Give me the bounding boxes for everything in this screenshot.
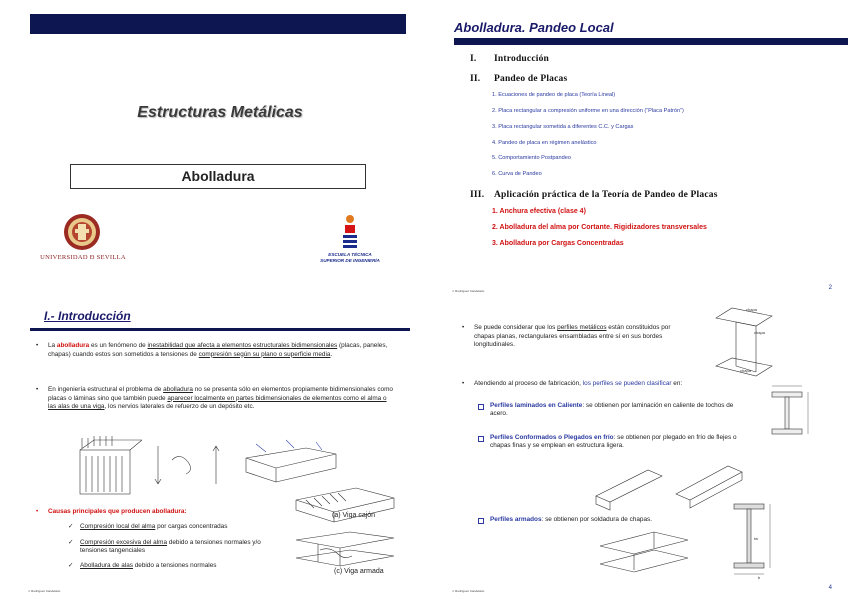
text: : se obtienen por plegado en frío de flejes o chapas finas y se emplean en estructura ligera.: [490, 434, 737, 450]
square-bullet-icon: [478, 404, 484, 410]
slide-1: [0, 0, 424, 299]
bullet-icon: •: [36, 342, 39, 349]
beam-diagram: [236, 438, 346, 486]
text: tensiones normales y/o tensiones tangenciales: [80, 539, 261, 554]
box-girder-diagram: [290, 484, 400, 528]
text: , los nervios laterales de refuerzo de un depósito etc.: [104, 403, 255, 411]
check-icon: ✓: [68, 539, 74, 546]
slide-title: I.- Introducción: [44, 309, 131, 323]
bullet-perfiles: [462, 324, 684, 350]
underlined-text: abolladura: [163, 386, 193, 393]
plate-girder-diagram: [290, 528, 400, 572]
i-section-diagram: [758, 380, 830, 446]
profile-type-name: Perfiles Conformados o Plegados en frío: [490, 434, 614, 441]
underlined-text: aparecer localmente en partes bidimensionales de elementos como el alma o las alas de una viga: [48, 394, 387, 411]
red-item: 3. Abolladura por Cargas Concentradas: [492, 240, 624, 247]
subitem: 4. Pandeo de placa en régimen anelástico: [492, 140, 597, 146]
red-item: 1. Anchura efectiva (clase 4): [492, 208, 586, 215]
chapa-label: chapa: [746, 307, 757, 312]
highlight: abolladura: [56, 342, 90, 349]
bullet-abolladura: [36, 342, 394, 359]
slide-footer: J. Rodríguez Candelario: [452, 589, 485, 593]
text: La: [48, 342, 57, 349]
welded-section-diagram: [714, 496, 810, 582]
bullet-icon: •: [462, 324, 465, 331]
page-number: 2: [828, 285, 832, 291]
text: : se obtienen por laminación en caliente de tochos de acero.: [490, 402, 734, 418]
underlined-text: Compresión local del alma: [80, 523, 156, 530]
plate-buckling-diagram: [72, 436, 142, 498]
welded-beam-diagram: [594, 528, 694, 584]
bullet-ingenieria: [36, 386, 394, 412]
subitem: 1. Ecuaciones de pandeo de placa (Teoría Lineal): [492, 92, 616, 98]
bullet-icon: •: [36, 508, 39, 515]
dimension-label-tw: tw: [754, 536, 758, 541]
title-underline-bar: [30, 328, 410, 331]
bullet-fabricacion: [462, 380, 744, 389]
section-iii: [470, 190, 718, 200]
text: Atendiendo al proceso de fabricación,: [474, 380, 583, 387]
section-number: II.: [470, 74, 481, 84]
profile-type-name: Perfiles armados: [490, 516, 542, 523]
section-i: [470, 54, 549, 64]
header-bar: [30, 14, 406, 34]
section-label: Aplicación práctica de la Teoría de Pandeo de Placas: [494, 190, 718, 200]
slide-footer: J. Rodríguez Candelario: [28, 589, 61, 593]
underlined-text: perfiles metálicos: [557, 324, 607, 331]
profile-type-name: Perfiles laminados en Caliente: [490, 402, 583, 409]
underlined-text: Compresión excesiva del alma: [80, 539, 168, 546]
title-underline-bar: [454, 38, 848, 45]
text: están constituidos por chapas planas, rectangulares ensambladas entre sí en sus bordes longitudinales.: [474, 324, 671, 349]
course-title: Estructuras Metálicas: [137, 104, 303, 121]
slide-3: [0, 300, 424, 599]
text: En ingeniería estructural el problema de: [48, 386, 164, 393]
slide-2: [424, 0, 848, 299]
chapa-label: chapa: [754, 330, 765, 335]
square-bullet-icon: [478, 436, 484, 442]
figure-label-a: (a) Viga cajón: [332, 512, 376, 519]
check-icon: ✓: [68, 523, 74, 530]
text: por: [155, 523, 169, 530]
subitem: 3. Placa rectangular sometida a diferentes C.C. y Cargas: [492, 124, 634, 130]
slide-4: [424, 300, 848, 599]
bullet-icon: •: [36, 386, 39, 393]
subitem: 2. Placa rectangular a compresión uniforme en una dirección (“Placa Patrón”): [492, 108, 684, 114]
compression-diagram: [150, 440, 230, 490]
slide-title: Abolladura. Pandeo Local: [454, 20, 614, 35]
chapa-label: chapa: [740, 368, 751, 373]
underlined-text: compresión según su plano o superficie media: [198, 350, 331, 358]
figure-label-c: (c) Viga armada: [334, 568, 384, 575]
profile-type-cold-formed: [490, 434, 740, 451]
text: no se presenta sólo en elementos propiamente bidimensionales como placas o láminas sino que también puede: [48, 386, 393, 402]
profile-type-built-up: [490, 516, 740, 524]
text: Se puede considerar que los: [474, 324, 558, 331]
red-item: 2. Abolladura del alma por Cortante. Rigidizadores transversales: [492, 224, 707, 231]
section-number: I.: [470, 54, 477, 64]
university-name: UNIVERSIDAD Ð SEVILLA: [40, 254, 126, 261]
bullet-icon: •: [462, 380, 465, 387]
page-number: 4: [828, 585, 832, 591]
subitem: 5. Comportamiento Postpandeo: [492, 155, 571, 161]
cause-item: [68, 523, 280, 531]
section-label: Introducción: [494, 54, 550, 64]
text: .: [330, 350, 333, 358]
university-seal-icon: [63, 213, 101, 251]
dimension-label-b: b: [758, 575, 761, 580]
text: : se obtienen por soldadura de chapas.: [541, 516, 653, 523]
cause-item: [68, 539, 280, 555]
causes-heading: [36, 508, 288, 517]
section-label: Pandeo de Placas: [494, 74, 568, 84]
text: es un fenómeno de: [89, 342, 148, 349]
school-name: [300, 252, 400, 264]
check-icon: ✓: [68, 562, 74, 569]
cause-item: [68, 562, 280, 570]
square-bullet-icon: [478, 518, 484, 524]
underlined-text: inestabilidad que afecta a elementos estructurales bidimensionales: [147, 342, 338, 349]
section-number: III.: [470, 190, 485, 200]
profile-type-hot-rolled: [490, 402, 740, 419]
plates-assembly-diagram: [712, 306, 792, 378]
text: cargas concentradas: [168, 523, 228, 530]
school-name-line2: SUPERIOR DE INGENIERÍA: [320, 258, 380, 263]
text: debido a: [132, 562, 162, 569]
text: (placas, paneles, chapas) cuando estos son sometidos a tensiones de: [48, 342, 388, 358]
text: debido a: [167, 539, 196, 546]
text: en:: [671, 380, 683, 387]
topic-box: Abolladura: [70, 164, 366, 189]
school-logo-icon: [336, 214, 364, 250]
highlight: los perfiles se pueden clasificar: [582, 380, 672, 387]
school-name-line1: ESCUELA TÉCNICA: [328, 252, 372, 257]
section-ii: [470, 74, 567, 84]
underlined-text: Abolladura de alas: [80, 562, 133, 569]
text: tensiones normales: [161, 562, 217, 569]
causes-title: Causas principales que producen abolladura:: [48, 508, 187, 515]
slide-footer: J. Rodríguez Candelario: [452, 289, 485, 293]
subitem: 6. Curva de Pandeo: [492, 171, 542, 177]
